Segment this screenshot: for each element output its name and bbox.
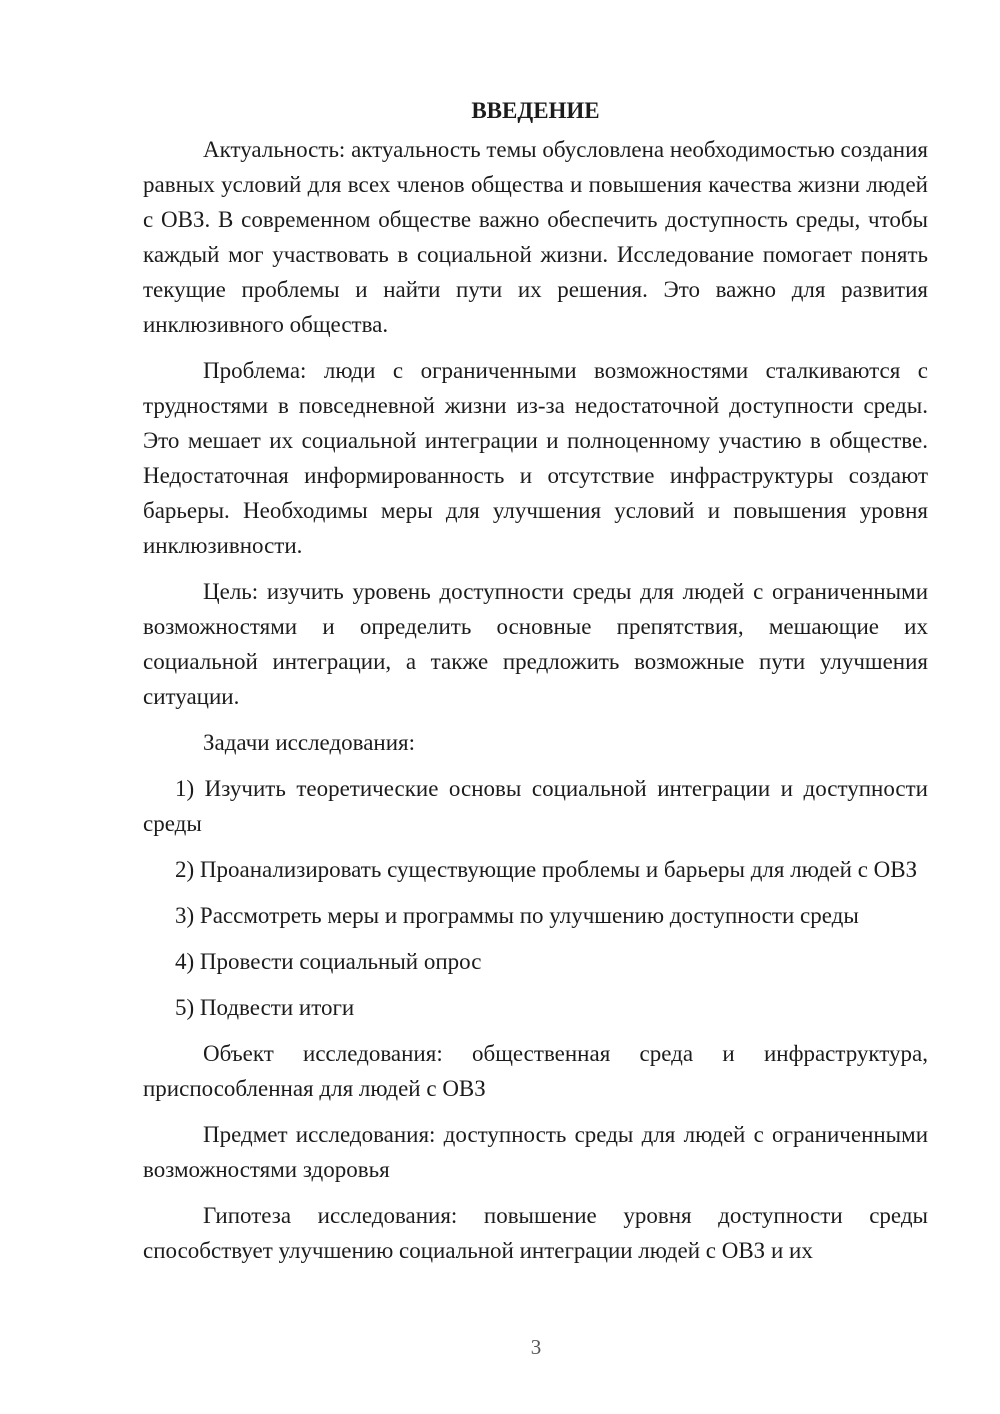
paragraph-subject: Предмет исследования: доступность среды для людей с ограниченными возможностями здоровья	[143, 1122, 928, 1182]
task-item-1: 1) Изучить теоретические основы социальной интеграции и доступности среды	[143, 776, 928, 836]
paragraph-tasks-heading: Задачи исследования:	[203, 730, 416, 755]
paragraph-relevance: Актуальность: актуальность темы обусловлена необходимостью создания равных условий для всех членов общества и повышения качества жизни людей с ОВЗ. В современном обществе важно обеспечить доступность среды, чтобы каждый мог участвовать в социальной жизни. Исследование помогает понять текущие проблемы и найти пути их решения. Это важно для развития инклюзивного общества.	[143, 137, 929, 337]
task-item-3: 3) Рассмотреть меры и программы по улучшению доступности среды	[175, 903, 859, 928]
page-number: 3	[530, 1335, 542, 1359]
paragraph-hypothesis: Гипотеза исследования: повышение уровня доступности среды способствует улучшению социальной интеграции людей с ОВЗ и их	[143, 1203, 928, 1263]
paragraph-problem: Проблема: люди с ограниченными возможностями сталкиваются с трудностями в повседневной жизни из-за недостаточной доступности среды. Это мешает их социальной интеграции и полноценному участию в обществе. Недостаточная информированность и отсутствие инфраструктуры создают барьеры. Необходимы меры для улучшения условий и повышения уровня инклюзивности.	[143, 358, 928, 558]
page-title: ВВЕДЕНИЕ	[471, 98, 600, 123]
task-item-4: 4) Провести социальный опрос	[175, 949, 482, 974]
task-item-5: 5) Подвести итоги	[175, 995, 355, 1020]
paragraph-object: Объект исследования: общественная среда и инфраструктура, приспособленная для людей с ОВЗ	[143, 1041, 928, 1101]
paragraph-goal: Цель: изучить уровень доступности среды для людей с ограниченными возможностями и определить основные препятствия, мешающие их социальной интеграции, а также предложить возможные пути улучшения ситуации.	[143, 579, 928, 709]
document-page	[143, 96, 928, 1279]
task-item-2: 2) Проанализировать существующие проблемы и барьеры для людей с ОВЗ	[175, 857, 918, 882]
